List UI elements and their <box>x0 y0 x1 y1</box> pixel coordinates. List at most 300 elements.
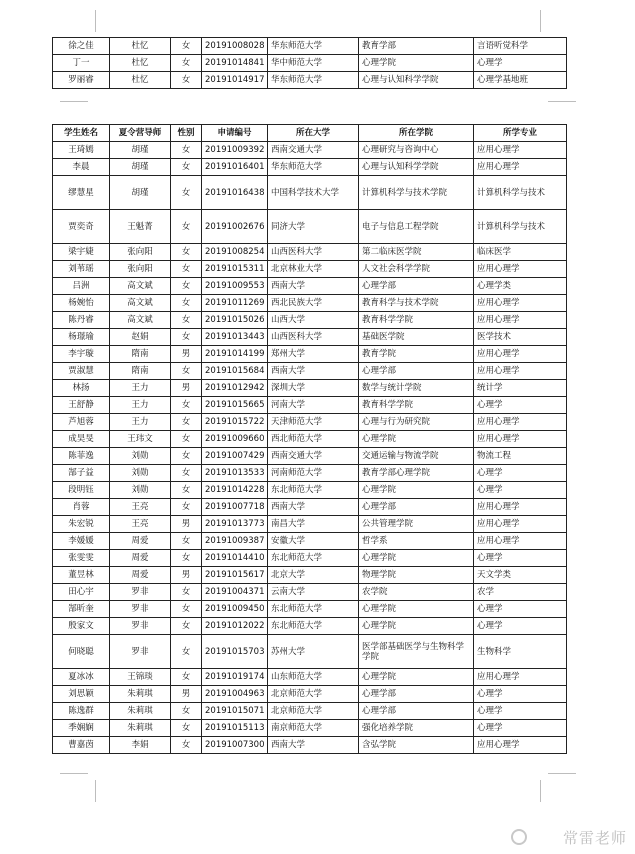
cell-mentor: 周爱 <box>110 567 171 584</box>
cell-student-name: 刘苇瑶 <box>53 261 110 278</box>
cell-gender: 女 <box>171 397 202 414</box>
cell-application-id: 20191014199 <box>202 346 268 363</box>
table-row <box>53 278 567 295</box>
cell-university: 安徽大学 <box>268 533 359 550</box>
corner-mark <box>548 773 576 774</box>
cell-gender: 女 <box>171 720 202 737</box>
cell-application-id: 20191014841 <box>202 55 268 72</box>
cell-college: 强化培养学院 <box>359 720 474 737</box>
cell-university: 同济大学 <box>268 210 359 244</box>
cell-gender: 女 <box>171 159 202 176</box>
cell-gender: 女 <box>171 499 202 516</box>
cell-college: 心理与认知科学学院 <box>359 159 474 176</box>
cell-college: 教育科学学院 <box>359 397 474 414</box>
table-row <box>53 414 567 431</box>
table-row <box>53 499 567 516</box>
cell-gender: 女 <box>171 176 202 210</box>
cell-mentor: 朱莉琪 <box>110 686 171 703</box>
cell-mentor: 胡瑾 <box>110 176 171 210</box>
cell-college: 心理学院 <box>359 618 474 635</box>
cell-application-id: 20191014917 <box>202 72 268 89</box>
cell-gender: 女 <box>171 601 202 618</box>
cell-mentor: 罗非 <box>110 635 171 669</box>
cell-application-id: 20191011269 <box>202 295 268 312</box>
cell-major: 心理学 <box>474 601 567 618</box>
cell-student-name: 田心宇 <box>53 584 110 601</box>
table-row <box>53 72 567 89</box>
corner-mark <box>60 773 88 774</box>
cell-college: 教育科学与技术学院 <box>359 295 474 312</box>
cell-student-name: 李晨 <box>53 159 110 176</box>
table-row <box>53 550 567 567</box>
cell-mentor: 罗非 <box>110 618 171 635</box>
table-row <box>53 176 567 210</box>
cell-application-id: 20191002676 <box>202 210 268 244</box>
cell-college: 计算机科学与技术学院 <box>359 176 474 210</box>
cell-mentor: 杜忆 <box>110 38 171 55</box>
cell-major: 计算机科学与技术 <box>474 210 567 244</box>
cell-application-id: 20191009450 <box>202 601 268 618</box>
cell-mentor: 王亮 <box>110 516 171 533</box>
cell-student-name: 段明钰 <box>53 482 110 499</box>
main-student-table <box>52 124 567 754</box>
cell-major: 应用心理学 <box>474 159 567 176</box>
cell-university: 云南大学 <box>268 584 359 601</box>
cell-major: 心理学类 <box>474 278 567 295</box>
cell-application-id: 20191015071 <box>202 703 268 720</box>
cell-student-name: 杨婉怡 <box>53 295 110 312</box>
cell-mentor: 朱莉琪 <box>110 720 171 737</box>
cell-college: 医学部基础医学与生物科学学院 <box>359 635 474 669</box>
cell-college: 教育科学学院 <box>359 312 474 329</box>
cell-university: 西南大学 <box>268 737 359 754</box>
cell-major: 应用心理学 <box>474 363 567 380</box>
cell-student-name: 贾奕奇 <box>53 210 110 244</box>
cell-student-name: 张雯雯 <box>53 550 110 567</box>
cell-gender: 女 <box>171 210 202 244</box>
cell-university: 深圳大学 <box>268 380 359 397</box>
cell-gender: 女 <box>171 584 202 601</box>
cell-application-id: 20191015617 <box>202 567 268 584</box>
cell-application-id: 20191004371 <box>202 584 268 601</box>
cell-gender: 女 <box>171 669 202 686</box>
table-row <box>53 635 567 669</box>
cell-mentor: 胡瑾 <box>110 142 171 159</box>
table-row <box>53 261 567 278</box>
cell-application-id: 20191012942 <box>202 380 268 397</box>
table-row <box>53 533 567 550</box>
cell-student-name: 郜子益 <box>53 465 110 482</box>
cell-major: 农学 <box>474 584 567 601</box>
table-header-row <box>53 125 567 142</box>
cell-college: 人文社会科学学院 <box>359 261 474 278</box>
corner-mark <box>95 10 96 32</box>
cell-gender: 女 <box>171 431 202 448</box>
cell-major: 心理学 <box>474 686 567 703</box>
header-college: 所在学院 <box>359 125 474 142</box>
cell-college: 心理与行为研究院 <box>359 414 474 431</box>
cell-college: 心理学院 <box>359 550 474 567</box>
cell-student-name: 曹嘉茵 <box>53 737 110 754</box>
cell-mentor: 赵娟 <box>110 329 171 346</box>
cell-college: 心理学院 <box>359 55 474 72</box>
cell-university: 山西医科大学 <box>268 244 359 261</box>
table-row <box>53 482 567 499</box>
cell-university: 山西大学 <box>268 312 359 329</box>
cell-mentor: 刘勋 <box>110 448 171 465</box>
cell-gender: 女 <box>171 465 202 482</box>
cell-student-name: 刘思颖 <box>53 686 110 703</box>
table-row <box>53 737 567 754</box>
cell-major: 应用心理学 <box>474 142 567 159</box>
cell-mentor: 周爱 <box>110 550 171 567</box>
cell-gender: 女 <box>171 737 202 754</box>
cell-major: 应用心理学 <box>474 295 567 312</box>
cell-application-id: 20191015311 <box>202 261 268 278</box>
cell-college: 心理学部 <box>359 703 474 720</box>
cell-gender: 女 <box>171 703 202 720</box>
cell-college: 物理学院 <box>359 567 474 584</box>
cell-college: 数学与统计学院 <box>359 380 474 397</box>
cell-gender: 女 <box>171 448 202 465</box>
cell-university: 华中师范大学 <box>268 55 359 72</box>
cell-major: 心理学 <box>474 55 567 72</box>
cell-major: 心理学 <box>474 550 567 567</box>
cell-student-name: 徐之佳 <box>53 38 110 55</box>
cell-student-name: 殷家文 <box>53 618 110 635</box>
cell-application-id: 20191015703 <box>202 635 268 669</box>
cell-mentor: 王力 <box>110 380 171 397</box>
cell-major: 应用心理学 <box>474 346 567 363</box>
cell-university: 北京林业大学 <box>268 261 359 278</box>
cell-mentor: 王力 <box>110 414 171 431</box>
cell-application-id: 20191008254 <box>202 244 268 261</box>
cell-university: 华东师范大学 <box>268 72 359 89</box>
cell-student-name: 李宇璇 <box>53 346 110 363</box>
cell-gender: 女 <box>171 312 202 329</box>
cell-student-name: 陈丹睿 <box>53 312 110 329</box>
cell-mentor: 张向阳 <box>110 261 171 278</box>
cell-gender: 男 <box>171 380 202 397</box>
cell-mentor: 周爱 <box>110 533 171 550</box>
cell-mentor: 张向阳 <box>110 244 171 261</box>
cell-application-id: 20191013443 <box>202 329 268 346</box>
cell-college: 心理学部 <box>359 278 474 295</box>
cell-college: 心理学部 <box>359 686 474 703</box>
cell-gender: 女 <box>171 261 202 278</box>
table-row <box>53 346 567 363</box>
cell-gender: 女 <box>171 482 202 499</box>
cell-major: 应用心理学 <box>474 431 567 448</box>
cell-mentor: 胡瑾 <box>110 159 171 176</box>
cell-student-name: 成昊旻 <box>53 431 110 448</box>
cell-student-name: 梁宇婕 <box>53 244 110 261</box>
header-application-id: 申请编号 <box>202 125 268 142</box>
cell-college: 心理学院 <box>359 601 474 618</box>
cell-application-id: 20191015684 <box>202 363 268 380</box>
cell-major: 心理学 <box>474 397 567 414</box>
cell-gender: 女 <box>171 618 202 635</box>
cell-university: 西北师范大学 <box>268 431 359 448</box>
cell-student-name: 杨璟瑜 <box>53 329 110 346</box>
cell-major: 计算机科学与技术 <box>474 176 567 210</box>
watermark: 常雷老师 <box>562 829 627 847</box>
cell-application-id: 20191008028 <box>202 38 268 55</box>
table-row <box>53 686 567 703</box>
corner-mark <box>540 780 541 802</box>
cell-application-id: 20191014228 <box>202 482 268 499</box>
cell-student-name: 贾淑慧 <box>53 363 110 380</box>
cell-major: 生物科学 <box>474 635 567 669</box>
table-row <box>53 295 567 312</box>
cell-gender: 女 <box>171 329 202 346</box>
table-row <box>53 567 567 584</box>
cell-gender: 女 <box>171 55 202 72</box>
weibo-icon <box>511 829 527 845</box>
table-row <box>53 618 567 635</box>
cell-major: 应用心理学 <box>474 669 567 686</box>
cell-gender: 男 <box>171 686 202 703</box>
corner-mark <box>95 780 96 802</box>
cell-college: 心理学院 <box>359 482 474 499</box>
cell-application-id: 20191019174 <box>202 669 268 686</box>
cell-student-name: 缪慧星 <box>53 176 110 210</box>
cell-student-name: 陈逸群 <box>53 703 110 720</box>
table-row <box>53 159 567 176</box>
table-row <box>53 244 567 261</box>
cell-mentor: 隋南 <box>110 363 171 380</box>
cell-university: 郑州大学 <box>268 346 359 363</box>
table-row <box>53 516 567 533</box>
cell-gender: 女 <box>171 278 202 295</box>
table-row <box>53 142 567 159</box>
cell-major: 应用心理学 <box>474 414 567 431</box>
cell-student-name: 夏冰冰 <box>53 669 110 686</box>
cell-university: 北京师范大学 <box>268 703 359 720</box>
cell-application-id: 20191016438 <box>202 176 268 210</box>
header-gender: 性别 <box>171 125 202 142</box>
cell-major: 心理学 <box>474 720 567 737</box>
cell-college: 含弘学院 <box>359 737 474 754</box>
cell-student-name: 季娴娴 <box>53 720 110 737</box>
cell-student-name: 董昱林 <box>53 567 110 584</box>
cell-university: 北京师范大学 <box>268 686 359 703</box>
table-row <box>53 703 567 720</box>
cell-gender: 女 <box>171 72 202 89</box>
table-row <box>53 380 567 397</box>
cell-application-id: 20191015026 <box>202 312 268 329</box>
cell-gender: 女 <box>171 635 202 669</box>
cell-gender: 女 <box>171 244 202 261</box>
corner-mark <box>60 101 88 102</box>
cell-major: 应用心理学 <box>474 737 567 754</box>
cell-student-name: 王琦嫣 <box>53 142 110 159</box>
cell-application-id: 20191009392 <box>202 142 268 159</box>
cell-major: 天文学类 <box>474 567 567 584</box>
cell-student-name: 王舒静 <box>53 397 110 414</box>
cell-gender: 女 <box>171 550 202 567</box>
cell-mentor: 王玮文 <box>110 431 171 448</box>
cell-university: 中国科学技术大学 <box>268 176 359 210</box>
cell-application-id: 20191004963 <box>202 686 268 703</box>
table-row <box>53 55 567 72</box>
cell-university: 西南交通大学 <box>268 142 359 159</box>
cell-mentor: 李娟 <box>110 737 171 754</box>
cell-student-name: 朱宏锐 <box>53 516 110 533</box>
cell-mentor: 刘勋 <box>110 465 171 482</box>
table-row <box>53 431 567 448</box>
cell-application-id: 20191014410 <box>202 550 268 567</box>
cell-mentor: 王亮 <box>110 499 171 516</box>
cell-mentor: 杜忆 <box>110 72 171 89</box>
cell-university: 南昌大学 <box>268 516 359 533</box>
cell-application-id: 20191015665 <box>202 397 268 414</box>
cell-major: 应用心理学 <box>474 516 567 533</box>
cell-gender: 女 <box>171 533 202 550</box>
cell-application-id: 20191009387 <box>202 533 268 550</box>
cell-student-name: 郜昕奎 <box>53 601 110 618</box>
cell-mentor: 罗非 <box>110 584 171 601</box>
cell-mentor: 高文斌 <box>110 278 171 295</box>
cell-university: 西南大学 <box>268 499 359 516</box>
cell-major: 应用心理学 <box>474 261 567 278</box>
cell-gender: 女 <box>171 295 202 312</box>
cell-application-id: 20191007429 <box>202 448 268 465</box>
table-row <box>53 329 567 346</box>
table-row <box>53 312 567 329</box>
cell-student-name: 芦旭蓉 <box>53 414 110 431</box>
cell-college: 心理学部 <box>359 499 474 516</box>
cell-college: 第二临床医学院 <box>359 244 474 261</box>
cell-university: 东北师范大学 <box>268 601 359 618</box>
cell-university: 华东师范大学 <box>268 159 359 176</box>
cell-student-name: 林扬 <box>53 380 110 397</box>
corner-mark <box>540 10 541 32</box>
cell-mentor: 王锦琰 <box>110 669 171 686</box>
table-row <box>53 397 567 414</box>
cell-gender: 男 <box>171 516 202 533</box>
cell-college: 教育学院 <box>359 346 474 363</box>
cell-college: 农学院 <box>359 584 474 601</box>
cell-university: 西南大学 <box>268 278 359 295</box>
table-row <box>53 584 567 601</box>
cell-university: 华东师范大学 <box>268 38 359 55</box>
cell-gender: 女 <box>171 363 202 380</box>
cell-major: 应用心理学 <box>474 312 567 329</box>
cell-university: 苏州大学 <box>268 635 359 669</box>
cell-college: 心理学院 <box>359 431 474 448</box>
cell-college: 心理研究与咨询中心 <box>359 142 474 159</box>
cell-major: 应用心理学 <box>474 533 567 550</box>
cell-mentor: 罗非 <box>110 601 171 618</box>
cell-mentor: 高文斌 <box>110 295 171 312</box>
cell-gender: 女 <box>171 414 202 431</box>
cell-mentor: 王魁菁 <box>110 210 171 244</box>
cell-student-name: 李媛媛 <box>53 533 110 550</box>
table-row <box>53 465 567 482</box>
cell-mentor: 高文斌 <box>110 312 171 329</box>
cell-major: 言语听觉科学 <box>474 38 567 55</box>
table-row <box>53 720 567 737</box>
cell-university: 北京大学 <box>268 567 359 584</box>
cell-major: 心理学基地班 <box>474 72 567 89</box>
cell-application-id: 20191015722 <box>202 414 268 431</box>
cell-university: 西南大学 <box>268 363 359 380</box>
table-row <box>53 210 567 244</box>
cell-college: 教育学部心理学院 <box>359 465 474 482</box>
top-student-table <box>52 37 567 89</box>
cell-major: 心理学 <box>474 482 567 499</box>
cell-application-id: 20191013773 <box>202 516 268 533</box>
cell-major: 应用心理学 <box>474 499 567 516</box>
cell-application-id: 20191012022 <box>202 618 268 635</box>
header-student-name: 学生姓名 <box>53 125 110 142</box>
cell-student-name: 吕洲 <box>53 278 110 295</box>
cell-gender: 女 <box>171 38 202 55</box>
cell-mentor: 朱莉琪 <box>110 703 171 720</box>
cell-major: 物流工程 <box>474 448 567 465</box>
cell-application-id: 20191009660 <box>202 431 268 448</box>
cell-student-name: 罗丽睿 <box>53 72 110 89</box>
cell-college: 心理与认知科学学院 <box>359 72 474 89</box>
cell-university: 东北师范大学 <box>268 482 359 499</box>
cell-university: 天津师范大学 <box>268 414 359 431</box>
corner-mark <box>548 101 576 102</box>
cell-student-name: 丁一 <box>53 55 110 72</box>
cell-application-id: 20191007718 <box>202 499 268 516</box>
table-row <box>53 38 567 55</box>
cell-college: 交通运输与物流学院 <box>359 448 474 465</box>
header-university: 所在大学 <box>268 125 359 142</box>
cell-university: 东北师范大学 <box>268 618 359 635</box>
cell-major: 临床医学 <box>474 244 567 261</box>
cell-university: 河南师范大学 <box>268 465 359 482</box>
cell-mentor: 刘勋 <box>110 482 171 499</box>
cell-college: 心理学院 <box>359 669 474 686</box>
cell-college: 哲学系 <box>359 533 474 550</box>
cell-university: 东北师范大学 <box>268 550 359 567</box>
cell-college: 教育学部 <box>359 38 474 55</box>
cell-student-name: 陈菲逸 <box>53 448 110 465</box>
cell-major: 统计学 <box>474 380 567 397</box>
header-major: 所学专业 <box>474 125 567 142</box>
cell-university: 山东师范大学 <box>268 669 359 686</box>
cell-major: 心理学 <box>474 618 567 635</box>
cell-gender: 女 <box>171 142 202 159</box>
cell-application-id: 20191013533 <box>202 465 268 482</box>
cell-university: 南京师范大学 <box>268 720 359 737</box>
cell-gender: 男 <box>171 346 202 363</box>
cell-application-id: 20191009553 <box>202 278 268 295</box>
cell-mentor: 王力 <box>110 397 171 414</box>
cell-college: 电子与信息工程学院 <box>359 210 474 244</box>
cell-university: 西南交通大学 <box>268 448 359 465</box>
cell-application-id: 20191015113 <box>202 720 268 737</box>
cell-college: 心理学部 <box>359 363 474 380</box>
table-row <box>53 448 567 465</box>
cell-university: 河南大学 <box>268 397 359 414</box>
cell-mentor: 隋南 <box>110 346 171 363</box>
table-row <box>53 669 567 686</box>
cell-major: 心理学 <box>474 465 567 482</box>
cell-mentor: 杜忆 <box>110 55 171 72</box>
cell-university: 西北民族大学 <box>268 295 359 312</box>
table-row <box>53 601 567 618</box>
header-mentor: 夏令营导师 <box>110 125 171 142</box>
cell-student-name: 肖蓉 <box>53 499 110 516</box>
cell-gender: 男 <box>171 567 202 584</box>
table-row <box>53 363 567 380</box>
